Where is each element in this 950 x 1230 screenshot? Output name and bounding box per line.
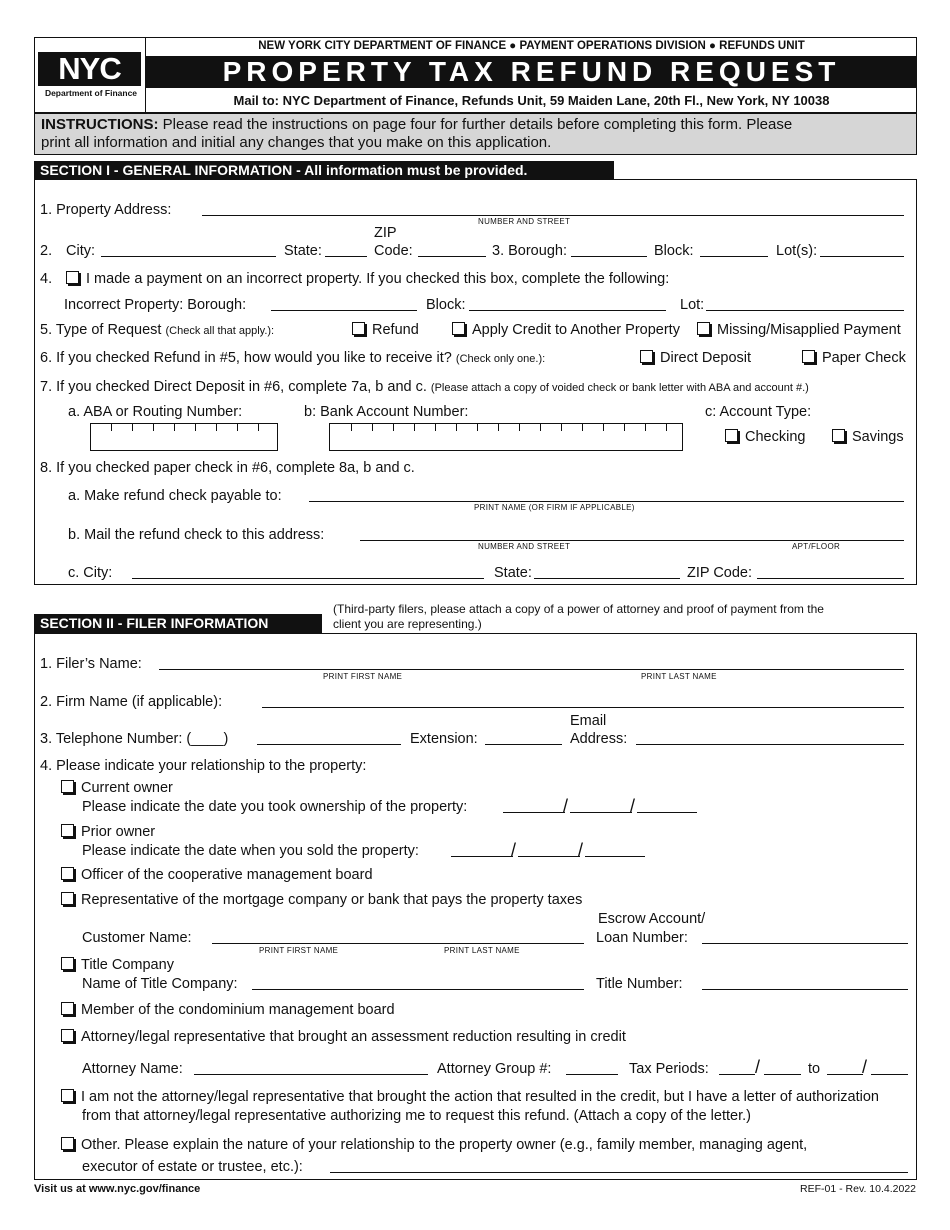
receive-method-label bbox=[40, 350, 545, 366]
prior-owner-option bbox=[61, 824, 155, 840]
borough-label: 3. Borough: bbox=[492, 243, 567, 259]
instructions-line-1 bbox=[41, 116, 792, 133]
instructions-text-1: Please read the instructions on page four for further details before completing this form. Please bbox=[162, 116, 793, 133]
title-number-field[interactable] bbox=[702, 989, 908, 990]
tax-period-slash-2: / bbox=[862, 1057, 868, 1077]
attorney-group-label: Attorney Group #: bbox=[437, 1061, 552, 1077]
third-party-note-1: (Third-party filers, please attach a copy of a power of attorney and proof of payment from the bbox=[333, 602, 824, 616]
state-label: State: bbox=[284, 243, 322, 259]
sold-year-field[interactable] bbox=[585, 856, 645, 857]
digit-divider bbox=[666, 424, 667, 431]
current-owner-option bbox=[61, 780, 173, 796]
property-address-label: 1. Property Address: bbox=[40, 202, 172, 218]
footer-website: Visit us at www.nyc.gov/finance bbox=[34, 1183, 201, 1195]
digit-divider bbox=[435, 424, 436, 431]
ownership-date-slash-1: / bbox=[563, 796, 569, 816]
incorrect-payment-checkbox[interactable] bbox=[66, 271, 79, 284]
check-state-field[interactable] bbox=[534, 578, 680, 579]
tax-period-slash-1: / bbox=[755, 1057, 761, 1077]
not-attorney-label-1: I am not the attorney/legal representative that brought the action that resulted in the credit, but I have a letter of authorization bbox=[81, 1089, 879, 1105]
condo-member-label: Member of the condominium management board bbox=[81, 1002, 395, 1018]
digit-divider bbox=[111, 424, 112, 431]
mail-address-field[interactable] bbox=[360, 540, 904, 541]
account-type-label: c: Account Type: bbox=[705, 404, 812, 420]
digit-divider bbox=[645, 424, 646, 431]
digit-divider bbox=[624, 424, 625, 431]
apt-floor-caption: APT/FLOOR bbox=[792, 542, 841, 551]
representative-option bbox=[61, 892, 582, 908]
current-owner-label: Current owner bbox=[81, 780, 173, 796]
extension-label: Extension: bbox=[410, 731, 478, 747]
digit-divider bbox=[174, 424, 175, 431]
refund-option bbox=[352, 322, 419, 338]
prior-owner-label: Prior owner bbox=[81, 824, 156, 840]
telephone-field[interactable] bbox=[257, 744, 401, 745]
escrow-label-top: Escrow Account/ bbox=[598, 911, 706, 927]
title-company-label: Title Company bbox=[81, 957, 174, 973]
ownership-month-field[interactable] bbox=[503, 812, 565, 813]
email-label-top: Email bbox=[570, 713, 607, 729]
customer-name-field[interactable] bbox=[212, 943, 584, 944]
not-attorney-checkbox[interactable] bbox=[61, 1089, 74, 1102]
digit-divider bbox=[195, 424, 196, 431]
nyc-logo: NYC bbox=[38, 52, 141, 86]
digit-divider bbox=[603, 424, 604, 431]
instructions-label: INSTRUCTIONS: bbox=[41, 116, 159, 133]
check-zip-label: ZIP Code: bbox=[687, 565, 753, 581]
incorrect-payment-row bbox=[66, 271, 669, 287]
paper-check-option bbox=[802, 350, 906, 366]
payable-to-label: a. Make refund check payable to: bbox=[68, 488, 282, 504]
incorrect-lot-label: Lot: bbox=[680, 297, 705, 313]
ownership-year-field[interactable] bbox=[637, 812, 697, 813]
checking-checkbox[interactable] bbox=[725, 429, 738, 442]
loan-number-field[interactable] bbox=[702, 943, 908, 944]
officer-option bbox=[61, 867, 373, 883]
bank-account-label: b: Bank Account Number: bbox=[304, 404, 469, 420]
digit-divider bbox=[477, 424, 478, 431]
borough-field[interactable] bbox=[571, 256, 647, 257]
attorney-label: Attorney/legal representative that brought an assessment reduction resulting in credit bbox=[81, 1029, 626, 1045]
other-label-2: executor of estate or trustee, etc.): bbox=[82, 1159, 303, 1175]
prior-owner-checkbox[interactable] bbox=[61, 824, 74, 837]
current-owner-checkbox[interactable] bbox=[61, 780, 74, 793]
savings-label: Savings bbox=[852, 429, 904, 445]
customer-last-name-caption: PRINT LAST NAME bbox=[444, 946, 520, 955]
incorrect-property-label: Incorrect Property: Borough: bbox=[64, 297, 247, 313]
representative-checkbox[interactable] bbox=[61, 892, 74, 905]
q2-number: 2. bbox=[40, 243, 53, 259]
lots-field[interactable] bbox=[820, 256, 904, 257]
q5-text: 5. Type of Request bbox=[40, 322, 162, 338]
digit-divider bbox=[414, 424, 415, 431]
city-label: City: bbox=[66, 243, 95, 259]
digit-divider bbox=[456, 424, 457, 431]
paper-check-checkbox[interactable] bbox=[802, 350, 815, 363]
digit-divider bbox=[132, 424, 133, 431]
digit-divider bbox=[540, 424, 541, 431]
digit-divider bbox=[153, 424, 154, 431]
digit-divider bbox=[372, 424, 373, 431]
other-option bbox=[61, 1137, 807, 1153]
digit-divider bbox=[216, 424, 217, 431]
check-state-label: State: bbox=[494, 565, 532, 581]
apply-credit-checkbox[interactable] bbox=[452, 322, 465, 335]
aba-routing-input[interactable] bbox=[90, 423, 278, 451]
sold-date-label: Please indicate the date when you sold the property: bbox=[82, 843, 419, 859]
other-checkbox[interactable] bbox=[61, 1137, 74, 1150]
incorrect-block-label: Block: bbox=[426, 297, 466, 313]
checking-option bbox=[725, 429, 805, 445]
print-last-name-caption: PRINT LAST NAME bbox=[641, 672, 717, 681]
block-label: Block: bbox=[654, 243, 694, 259]
refund-checkbox[interactable] bbox=[352, 322, 365, 335]
extension-field[interactable] bbox=[485, 744, 562, 745]
check-zip-field[interactable] bbox=[757, 578, 904, 579]
missing-payment-checkbox[interactable] bbox=[697, 322, 710, 335]
mail-address-label: b. Mail the refund check to this address: bbox=[68, 527, 325, 543]
form-title: PROPERTY TAX REFUND REQUEST bbox=[146, 56, 917, 88]
savings-checkbox[interactable] bbox=[832, 429, 845, 442]
condo-member-option bbox=[61, 1002, 395, 1018]
paper-check-label: Paper Check bbox=[822, 350, 906, 366]
sold-date-slash-1: / bbox=[511, 840, 517, 860]
telephone-label: 3. Telephone Number: (____) bbox=[40, 731, 229, 747]
q6-text: 6. If you checked Refund in #5, how would you like to receive it? bbox=[40, 350, 452, 366]
direct-deposit-option bbox=[640, 350, 751, 366]
mail-to-address: Mail to: NYC Department of Finance, Refunds Unit, 59 Maiden Lane, 20th Fl., New York, NY 10038 bbox=[233, 93, 830, 108]
digit-divider bbox=[393, 424, 394, 431]
digit-divider bbox=[351, 424, 352, 431]
other-explanation-field[interactable] bbox=[330, 1172, 908, 1173]
checking-label: Checking bbox=[745, 429, 806, 445]
paper-check-instructions: 8. If you checked paper check in #6, complete 8a, b and c. bbox=[40, 460, 415, 476]
digit-divider bbox=[519, 424, 520, 431]
savings-option bbox=[832, 429, 904, 445]
filer-name-field[interactable] bbox=[159, 669, 904, 670]
customer-name-label: Customer Name: bbox=[82, 930, 192, 946]
bank-account-input[interactable] bbox=[329, 423, 683, 451]
sold-date-slash-2: / bbox=[578, 840, 584, 860]
condo-member-checkbox[interactable] bbox=[61, 1002, 74, 1015]
attorney-name-label: Attorney Name: bbox=[82, 1061, 183, 1077]
apply-credit-label: Apply Credit to Another Property bbox=[472, 322, 680, 338]
block-field[interactable] bbox=[700, 256, 768, 257]
q5-note: (Check all that apply.): bbox=[165, 325, 275, 337]
officer-checkbox[interactable] bbox=[61, 867, 74, 880]
customer-first-name-caption: PRINT FIRST NAME bbox=[259, 946, 339, 955]
digit-divider bbox=[258, 424, 259, 431]
check-city-field[interactable] bbox=[132, 578, 484, 579]
ownership-day-field[interactable] bbox=[570, 812, 632, 813]
property-address-field[interactable] bbox=[202, 215, 904, 216]
direct-deposit-label: Direct Deposit bbox=[660, 350, 752, 366]
sold-month-field[interactable] bbox=[451, 856, 513, 857]
officer-label: Officer of the cooperative management board bbox=[81, 867, 373, 883]
zip-field[interactable] bbox=[418, 256, 486, 257]
digit-divider bbox=[582, 424, 583, 431]
ownership-date-slash-2: / bbox=[630, 796, 636, 816]
title-number-label: Title Number: bbox=[596, 976, 683, 992]
department-line: NEW YORK CITY DEPARTMENT OF FINANCE ● PAYMENT OPERATIONS DIVISION ● REFUNDS UNIT bbox=[258, 40, 805, 52]
q4-number: 4. bbox=[40, 271, 53, 287]
name-of-title-company-label: Name of Title Company: bbox=[82, 976, 238, 992]
tax-period-end-2-field[interactable] bbox=[871, 1074, 908, 1075]
tax-period-start-1-field[interactable] bbox=[719, 1074, 755, 1075]
print-first-name-caption: PRINT FIRST NAME bbox=[323, 672, 403, 681]
incorrect-block-field[interactable] bbox=[469, 310, 666, 311]
direct-deposit-checkbox[interactable] bbox=[640, 350, 653, 363]
incorrect-lot-field[interactable] bbox=[706, 310, 904, 311]
representative-label: Representative of the mortgage company or bank that pays the property taxes bbox=[81, 892, 583, 908]
loan-number-label: Loan Number: bbox=[596, 930, 688, 946]
tax-periods-to-label: to bbox=[808, 1061, 821, 1077]
refund-label: Refund bbox=[372, 322, 419, 338]
ownership-date-label: Please indicate the date you took ownership of the property: bbox=[82, 799, 468, 815]
missing-payment-label: Missing/Misapplied Payment bbox=[717, 322, 901, 338]
print-name-firm-caption: PRINT NAME (OR FIRM IF APPLICABLE) bbox=[474, 503, 635, 512]
incorrect-borough-field[interactable] bbox=[271, 310, 417, 311]
firm-name-label: 2. Firm Name (if applicable): bbox=[40, 694, 223, 710]
payable-to-field[interactable] bbox=[309, 501, 904, 502]
tax-periods-label: Tax Periods: bbox=[629, 1061, 709, 1077]
email-field[interactable] bbox=[636, 744, 904, 745]
title-company-option bbox=[61, 957, 174, 973]
section-2-header: SECTION II - FILER INFORMATION bbox=[34, 614, 322, 634]
email-label: Address: bbox=[570, 731, 628, 747]
digit-divider bbox=[561, 424, 562, 431]
attorney-group-field[interactable] bbox=[566, 1074, 618, 1075]
attorney-checkbox[interactable] bbox=[61, 1029, 74, 1042]
section-1-header: SECTION I - GENERAL INFORMATION - All information must be provided. bbox=[34, 161, 614, 180]
not-attorney-option bbox=[61, 1089, 879, 1105]
title-company-name-field[interactable] bbox=[252, 989, 584, 990]
city-field[interactable] bbox=[101, 256, 276, 257]
incorrect-payment-label: I made a payment on an incorrect property. If you checked this box, complete the following: bbox=[86, 271, 670, 287]
tax-period-end-1-field[interactable] bbox=[827, 1074, 863, 1075]
state-field[interactable] bbox=[325, 256, 367, 257]
aba-label: a. ABA or Routing Number: bbox=[68, 404, 243, 420]
check-city-label: c. City: bbox=[68, 565, 113, 581]
lots-label: Lot(s): bbox=[776, 243, 818, 259]
instructions-line-2: print all information and initial any changes that you make on this application. bbox=[41, 134, 552, 151]
attorney-option bbox=[61, 1029, 626, 1045]
third-party-note-2: client you are representing.) bbox=[333, 617, 482, 631]
q7-text: 7. If you checked Direct Deposit in #6, complete 7a, b and c. bbox=[40, 379, 427, 395]
tax-period-start-2-field[interactable] bbox=[764, 1074, 801, 1075]
number-street-caption: NUMBER AND STREET bbox=[478, 217, 571, 226]
filer-name-label: 1. Filer’s Name: bbox=[40, 656, 142, 672]
q6-note: (Check only one.): bbox=[455, 353, 546, 365]
other-label-1: Other. Please explain the nature of your relationship to the property owner (e.g., family member, managing agent, bbox=[81, 1137, 808, 1153]
relationship-label: 4. Please indicate your relationship to the property: bbox=[40, 758, 367, 774]
q7-note: (Please attach a copy of voided check or bank letter with ABA and account #.) bbox=[430, 382, 809, 394]
sold-day-field[interactable] bbox=[518, 856, 580, 857]
zip-label-top: ZIP bbox=[374, 225, 397, 241]
nyc-logo-subtitle: Department of Finance bbox=[44, 88, 138, 98]
attorney-name-field[interactable] bbox=[194, 1074, 428, 1075]
number-street-caption-2: NUMBER AND STREET bbox=[478, 542, 571, 551]
not-attorney-label-2: from that attorney/legal representative authorizing me to request this refund. (Attach a copy of the letter.) bbox=[82, 1108, 751, 1124]
apply-credit-option bbox=[452, 322, 680, 338]
direct-deposit-instructions bbox=[40, 379, 809, 395]
zip-label: Code: bbox=[374, 243, 413, 259]
digit-divider bbox=[498, 424, 499, 431]
footer-form-id: REF-01 - Rev. 10.4.2022 bbox=[800, 1183, 916, 1195]
firm-name-field[interactable] bbox=[262, 707, 904, 708]
digit-divider bbox=[237, 424, 238, 431]
title-company-checkbox[interactable] bbox=[61, 957, 74, 970]
missing-payment-option bbox=[697, 322, 901, 338]
type-of-request-label bbox=[40, 322, 274, 338]
